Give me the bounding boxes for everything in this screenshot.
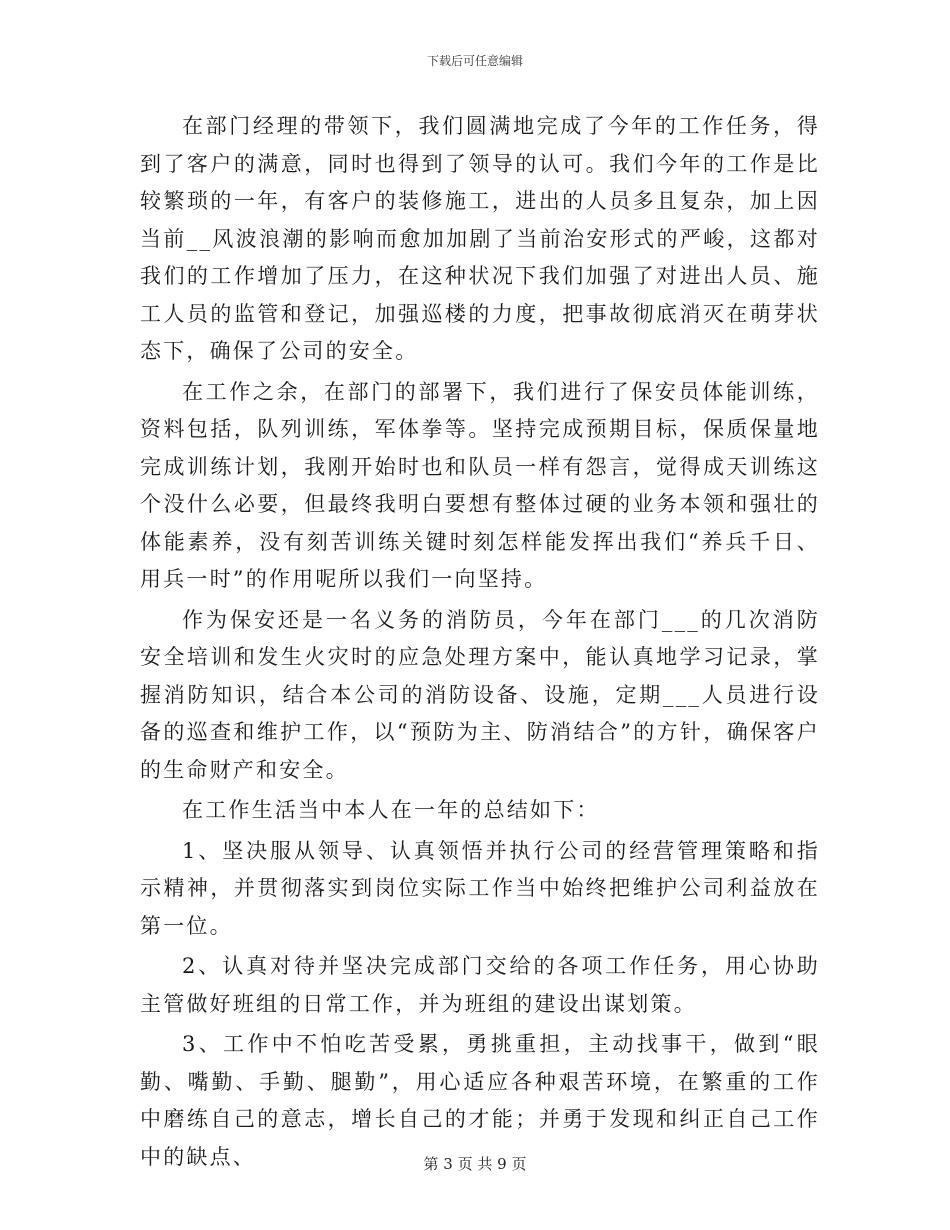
list-item-1: 1、坚决服从领导、认真领悟并执行公司的经营管理策略和指示精神，并贯彻落实到岗位实际工作当中始终把维护公司利益放在第一位。 (140, 838, 820, 938)
paragraph-training: 在工作之余，在部门的部署下，我们进行了保安员体能训练，资料包括，队列训练，军体拳等。坚持完成预期目标，保质保量地完成训练计划，我刚开始时也和队员一样有怨言，觉得成天训练这个没什么必要，但最终我明白要想有整体过硬的业务本领和强壮的体能素养，没有刻苦训练关键时刻怎样能发挥出我们“养兵千日、用兵一时”的作用呢所以我们一向坚持。 (140, 379, 820, 591)
paragraph-fire-safety: 作为保安还是一名义务的消防员，今年在部门___的几次消防安全培训和发生火灾时的应急处理方案中，能认真地学习记录，掌握消防知识，结合本公司的消防设备、设施，定期___人员进行设备的巡查和维护工作，以“预防为主、防消结合”的方针，确保客户的生命财产和安全。 (140, 607, 820, 782)
paragraph-summary-intro: 在工作生活当中本人在一年的总结如下： (182, 798, 600, 822)
list-item-3: 3、工作中不怕吃苦受累，勇挑重担，主动找事干，做到“眼勤、嘴勤、手勤、腿勤”，用心适应各种艰苦环境，在繁重的工作中磨练自己的意志，增长自己的才能；并勇于发现和纠正自己工作中的缺点、 (140, 1032, 820, 1169)
document-body (140, 108, 820, 1179)
page-number: 第 3 页 共 9 页 (423, 1155, 527, 1173)
paragraph-work-summary: 在部门经理的带领下，我们圆满地完成了今年的工作任务，得到了客户的满意，同时也得到了领导的认可。我们今年的工作是比较繁琐的一年，有客户的装修施工，进出的人员多且复杂，加上因当前__风波浪潮的影响而愈加加剧了当前治安形式的严峻，这都对我们的工作增加了压力，在这种状况下我们加强了对进出人员、施工人员的监管和登记，加强巡楼的力度，把事故彻底消灭在萌芽状态下，确保了公司的安全。 (140, 114, 820, 363)
page-header: 下载后可任意编辑 (426, 54, 523, 68)
list-item-2: 2、认真对待并坚决完成部门交给的各项工作任务，用心协助主管做好班组的日常工作，并为班组的建设出谋划策。 (140, 954, 820, 1016)
